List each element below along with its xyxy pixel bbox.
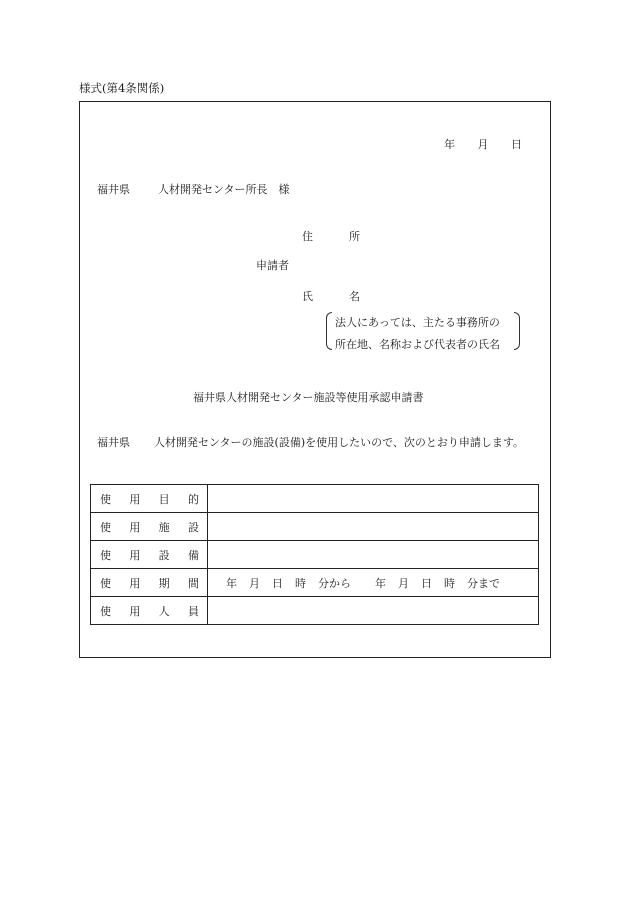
name-char-1: 氏: [302, 290, 313, 303]
label-char: 的: [187, 492, 199, 506]
label-char: 設: [187, 520, 199, 534]
label-char: 施: [158, 520, 170, 534]
usage-table: [90, 484, 539, 625]
request-statement: [97, 434, 524, 450]
equipment-value-cell[interactable]: [208, 541, 539, 569]
label-char: 使: [100, 520, 111, 534]
period-part: 年: [226, 576, 237, 590]
equipment-label: [91, 541, 208, 569]
period-value-cell[interactable]: [208, 569, 539, 597]
request-prefecture: 福井県: [97, 436, 130, 449]
table-row-facility: [91, 513, 539, 541]
label-char: 用: [129, 576, 141, 590]
applicant-name-label: [302, 288, 360, 304]
request-text: 人材開発センターの施設(設備)を使用したいので、次のとおり申請します。: [154, 436, 525, 449]
period-part: 時: [295, 576, 306, 590]
period-part: 日: [421, 576, 432, 590]
label-char: 使: [100, 548, 111, 562]
label-char: 員: [187, 604, 199, 618]
label-char: 使: [100, 492, 111, 506]
addressee: [97, 181, 290, 197]
applicant-address-label: [302, 228, 360, 244]
period-part: 時: [444, 576, 455, 590]
period-label: [91, 569, 208, 597]
date-day-label: 日: [511, 138, 522, 151]
name-char-2: 名: [349, 290, 360, 303]
label-char: 用: [129, 492, 141, 506]
period-part: 月: [249, 576, 260, 590]
label-char: 用: [129, 548, 141, 562]
period-part: 年: [375, 576, 386, 590]
facility-label: [91, 513, 208, 541]
address-char-1: 住: [302, 230, 313, 243]
period-part: 分まで: [467, 576, 500, 590]
date-year-label: 年: [444, 138, 455, 151]
corporate-note-line-2: 所在地、名称および代表者の氏名: [335, 338, 500, 351]
addressee-recipient: 人材開発センター所長 様: [158, 183, 290, 196]
label-char: 用: [129, 520, 141, 534]
form-number-label: 様式(第4条関係): [79, 81, 165, 95]
table-row-equipment: [91, 541, 539, 569]
label-char: 使: [100, 576, 111, 590]
facility-value-cell[interactable]: [208, 513, 539, 541]
corporate-note-line-1: 法人にあっては、主たる事務所の: [335, 316, 500, 329]
document-title: 福井県人材開発センター施設等使用承認申請書: [193, 391, 424, 404]
addressee-prefecture: 福井県: [97, 183, 130, 196]
purpose-label: [91, 485, 208, 513]
period-part: 日: [272, 576, 283, 590]
label-char: 備: [187, 548, 199, 562]
right-bracket: [514, 312, 520, 350]
applicant-label: 申請者: [256, 259, 289, 272]
address-char-2: 所: [349, 230, 360, 243]
period-part: 月: [398, 576, 409, 590]
date-line: [444, 136, 522, 152]
label-char: 期: [158, 576, 170, 590]
left-bracket: [326, 312, 332, 350]
date-month-label: 月: [477, 138, 489, 151]
label-char: 人: [158, 604, 170, 618]
period-part: 分から: [318, 576, 351, 590]
table-row-period: [91, 569, 539, 597]
label-char: 設: [158, 548, 170, 562]
label-char: 用: [129, 604, 141, 618]
label-char: 目: [158, 492, 170, 506]
label-char: 使: [100, 604, 111, 618]
table-row-purpose: [91, 485, 539, 513]
label-char: 間: [187, 576, 199, 590]
purpose-value-cell[interactable]: [208, 485, 539, 513]
persons-label: [91, 597, 208, 625]
table-row-persons: [91, 597, 539, 625]
persons-value-cell[interactable]: [208, 597, 539, 625]
